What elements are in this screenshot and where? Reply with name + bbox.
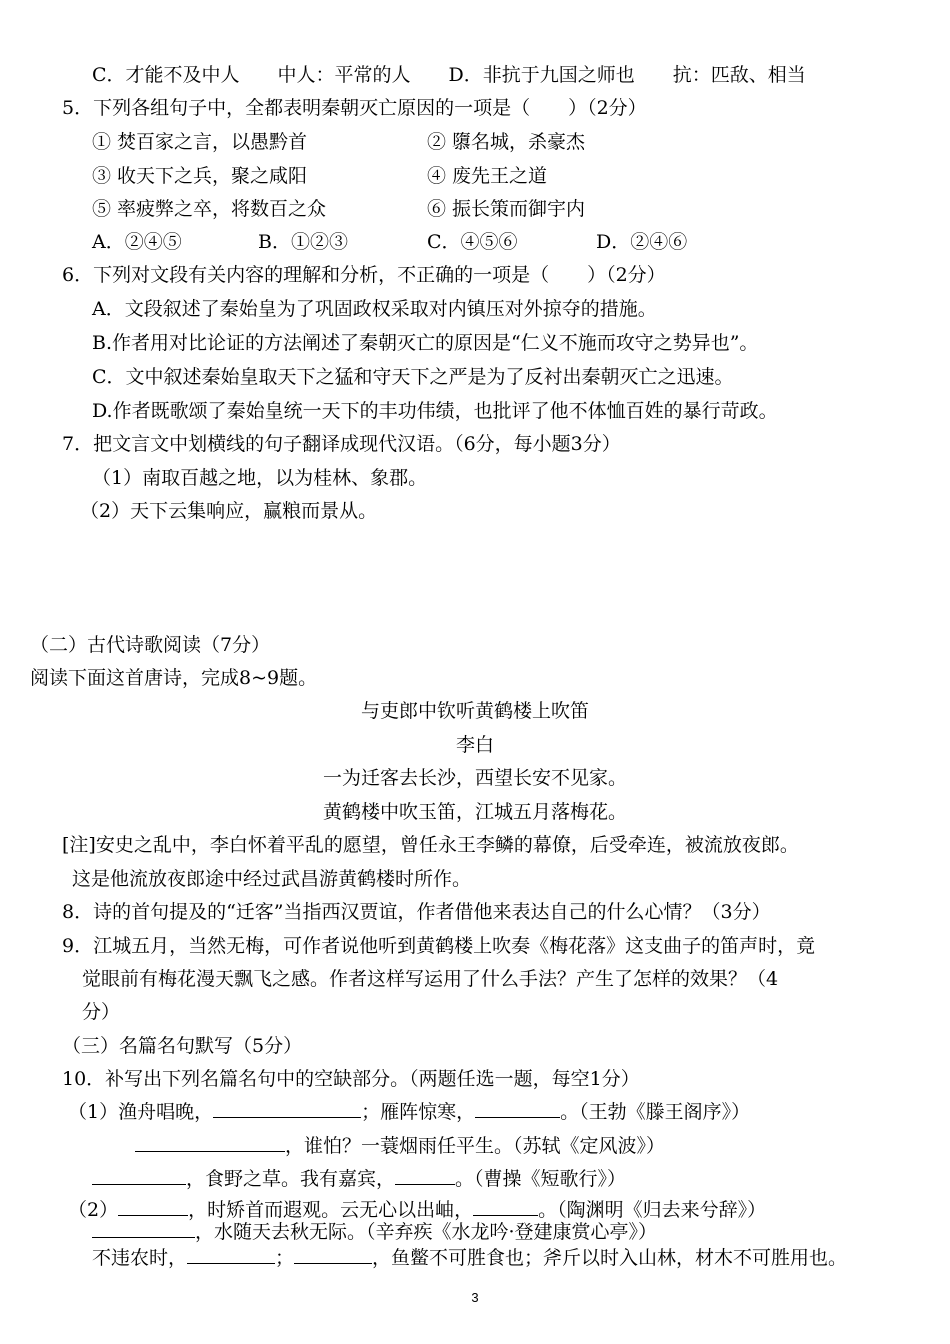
answer-blank[interactable] [187,1245,275,1264]
poem-note-1: [注]安史之乱中，李白怀着平乱的愿望，曾任永王李鳞的幕僚，后受牵连，被流放夜郎。 [62,834,799,856]
answer-blank[interactable] [473,1197,538,1216]
q7-stem: 7．把文言文中划横线的句子翻译成现代汉语。（6分，每小题3分） [62,433,621,455]
fill-line-g2-1: （2） ，时矫首而遐观。云无心以出岫， 。（陶渊明《归去来兮辞》） [68,1199,767,1221]
fill-line-g2-3: 不违农时， ； ，鱼鳖不可胜食也；斧斤以时入山林，材木不可胜用也。 [92,1247,848,1269]
q5-option-c: C．④⑤⑥ [427,231,518,253]
answer-blank[interactable] [395,1166,455,1185]
fill-line-g1-2: ，谁怕？一蓑烟雨任平生。（苏轼《定风波》） [135,1133,665,1159]
q6-option-d: D.作者既歌颂了秦始皇统一天下的丰功伟绩，也批评了他不体恤百姓的暴行苛政。 [92,400,778,422]
q5-item-4: ④ 废先王之道 [427,165,548,187]
q5-option-a: A．②④⑤ [92,231,182,253]
answer-blank[interactable] [118,1197,188,1216]
answer-blank[interactable] [135,1133,285,1152]
q9-stem-3: 分） [82,1001,121,1023]
section3-title: （三）名篇名句默写（5分） [62,1035,303,1057]
q7-item-1: （1）南取百越之地，以为桂林、象郡。 [92,467,428,489]
fill-line-g1-1: （1）渔舟唱晚， ；雁阵惊寒， 。（王勃《滕王阁序》） [68,1101,751,1123]
q6-stem: 6．下列对文段有关内容的理解和分析，不正确的一项是（ ）（2分） [62,264,666,286]
q10-stem: 10．补写出下列名篇名句中的空缺部分。（两题任选一题，每空1分） [62,1068,640,1090]
q8-stem: 8．诗的首句提及的“迁客”当指西汉贾谊，作者借他来表达自己的什么心情？（3分） [62,901,771,923]
page-number: 3 [471,1290,479,1305]
q6-option-a: A．文段叙述了秦始皇为了巩固政权采取对内镇压对外掠夺的措施。 [92,298,657,320]
q5-item-5: ⑤ 率疲弊之卒，将数百之众 [92,198,327,220]
fill-line-g2-2: ，水随天去秋无际。（辛弃疾《水龙吟·登建康赏心亭》） [92,1219,657,1245]
q5-item-3: ③ 收天下之兵，聚之咸阳 [92,165,308,187]
q9-stem-2: 觉眼前有梅花漫天飘飞之感。作者这样写运用了什么手法？产生了怎样的效果？（4 [82,968,779,990]
q5-option-b: B．①②③ [258,231,348,253]
q5-stem: 5．下列各组句子中，全都表明秦朝灭亡原因的一项是（ ）（2分） [62,97,647,119]
q5-item-1: ① 焚百家之言，以愚黔首 [92,131,308,153]
answer-blank[interactable] [92,1219,195,1238]
poem-line-2: 黄鹤楼中吹玉笛，江城五月落梅花。 [322,801,627,823]
answer-blank[interactable] [92,1166,186,1185]
q5-item-2: ② 隳名城，杀豪杰 [427,131,586,153]
q4-option-c: C．才能不及中人 中人：平常的人 D．非抗于九国之师也 抗：匹敌、相当 [92,64,806,86]
poem-line-1: 一为迁客去长沙，西望长安不见家。 [322,767,627,789]
poem-title: 与吏郎中钦听黄鹤楼上吹笛 [360,700,589,722]
fill-line-g1-3: ，食野之草。我有嘉宾， 。（曹操《短歌行》） [92,1166,626,1192]
q6-option-c: C．文中叙述秦始皇取天下之猛和守天下之严是为了反衬出秦朝灭亡之迅速。 [92,366,734,388]
answer-blank[interactable] [294,1245,372,1264]
poem-note-2: 这是他流放夜郎途中经过武昌游黄鹤楼时所作。 [72,868,472,890]
q9-stem-1: 9．江城五月，当然无梅，可作者说他听到黄鹤楼上吹奏《梅花落》这支曲子的笛声时，竟 [62,935,816,957]
answer-blank[interactable] [213,1099,361,1118]
answer-blank[interactable] [475,1099,560,1118]
poem-poet: 李白 [455,734,494,756]
section2-title: （二）古代诗歌阅读（7分） [30,634,271,656]
q5-item-6: ⑥ 振长策而御宇内 [427,198,586,220]
q5-option-d: D．②④⑥ [596,231,688,253]
q7-item-2: （2）天下云集响应，赢粮而景从。 [80,500,378,522]
q6-option-b: B.作者用对比论证的方法阐述了秦朝灭亡的原因是“仁义不施而攻守之势异也”。 [92,332,759,354]
section2-intro: 阅读下面这首唐诗，完成8~9题。 [30,667,318,689]
